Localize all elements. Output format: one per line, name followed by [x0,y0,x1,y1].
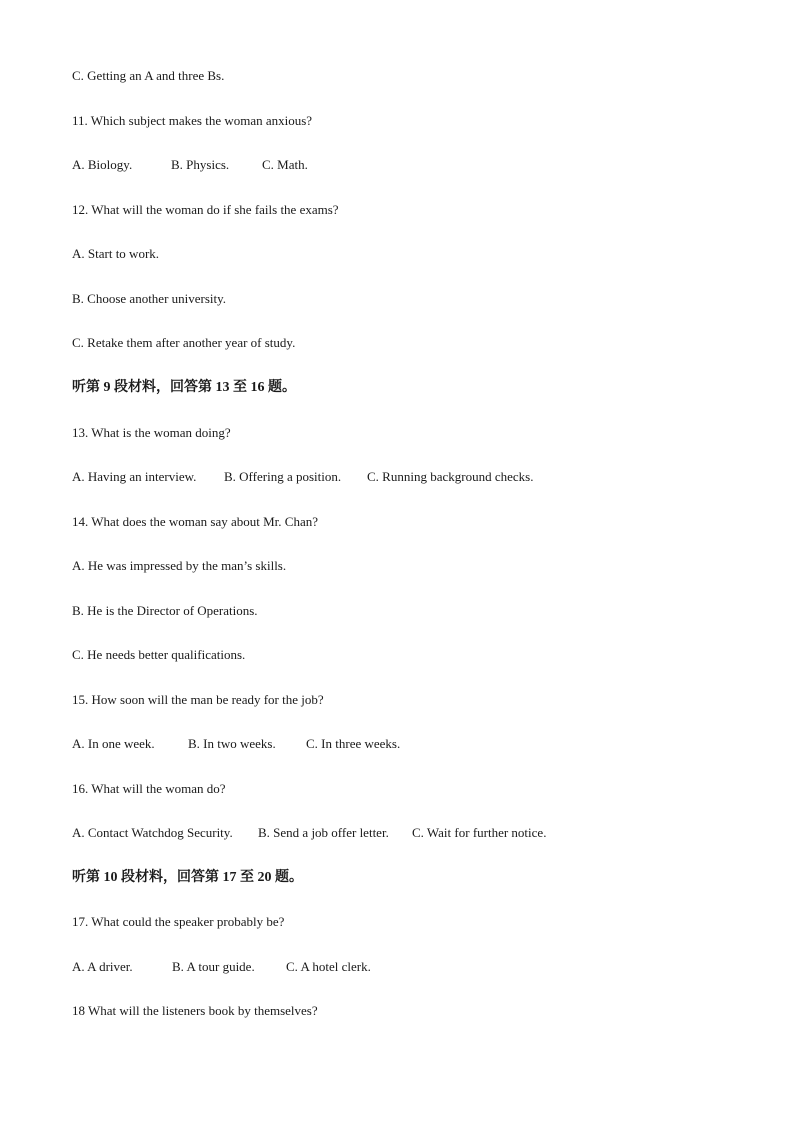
option-line [72,246,159,262]
options-row [72,825,546,841]
option-text: C. He needs better qualifications. [72,647,246,662]
option-a: A. A driver. [72,959,133,974]
option-text: B. He is the Director of Operations. [72,603,258,618]
section-heading-text: 听第 9 段材料，回答第 13 至 16 题。 [72,380,296,395]
option-b: B. A tour guide. [172,959,255,974]
option-c: C. In three weeks. [306,736,401,751]
options-row [72,157,308,173]
question-text: 18 What will the listeners book by themselves? [72,1003,318,1018]
option-b: B. In two weeks. [188,736,276,751]
option-line [72,291,226,307]
options-row [72,736,400,752]
question-line [72,781,226,797]
question-line [72,202,339,218]
option-c: C. A hotel clerk. [286,959,371,974]
section-heading [72,870,303,886]
question-line [72,425,231,441]
option-line [72,603,258,619]
question-text: 16. What will the woman do? [72,781,226,796]
section-heading-text: 听第 10 段材料，回答第 17 至 20 题。 [72,870,303,885]
option-b: B. Offering a position. [224,469,342,484]
question-text: 11. Which subject makes the woman anxious? [72,113,313,128]
question-line [72,692,324,708]
option-text: A. He was impressed by the man’s skills. [72,558,287,573]
option-a: A. Having an interview. [72,469,197,484]
option-a: A. Contact Watchdog Security. [72,825,233,840]
option-text: A. Start to work. [72,246,160,261]
question-text: 15. How soon will the man be ready for the job? [72,692,324,707]
option-a: A. Biology. [72,157,133,172]
question-text: 14. What does the woman say about Mr. Chan? [72,514,318,529]
option-text: B. Choose another university. [72,291,227,306]
question-line [72,514,318,530]
question-text: 13. What is the woman doing? [72,425,231,440]
question-line [72,914,284,930]
question-text: 12. What will the woman do if she fails the exams? [72,202,339,217]
option-text: C. Getting an A and three Bs. [72,68,225,83]
option-c: C. Math. [262,157,308,172]
option-b: B. Physics. [171,157,230,172]
option-line [72,335,295,351]
option-line [72,68,224,84]
question-line [72,113,312,129]
question-text: 17. What could the speaker probably be? [72,914,285,929]
option-line [72,558,286,574]
option-a: A. In one week. [72,736,155,751]
section-heading [72,380,296,396]
option-c: C. Running background checks. [367,469,534,484]
options-row [72,959,371,975]
options-row [72,469,533,485]
option-line [72,647,245,663]
option-text: C. Retake them after another year of study. [72,335,296,350]
question-line [72,1003,318,1019]
option-b: B. Send a job offer letter. [258,825,389,840]
option-c: C. Wait for further notice. [412,825,547,840]
